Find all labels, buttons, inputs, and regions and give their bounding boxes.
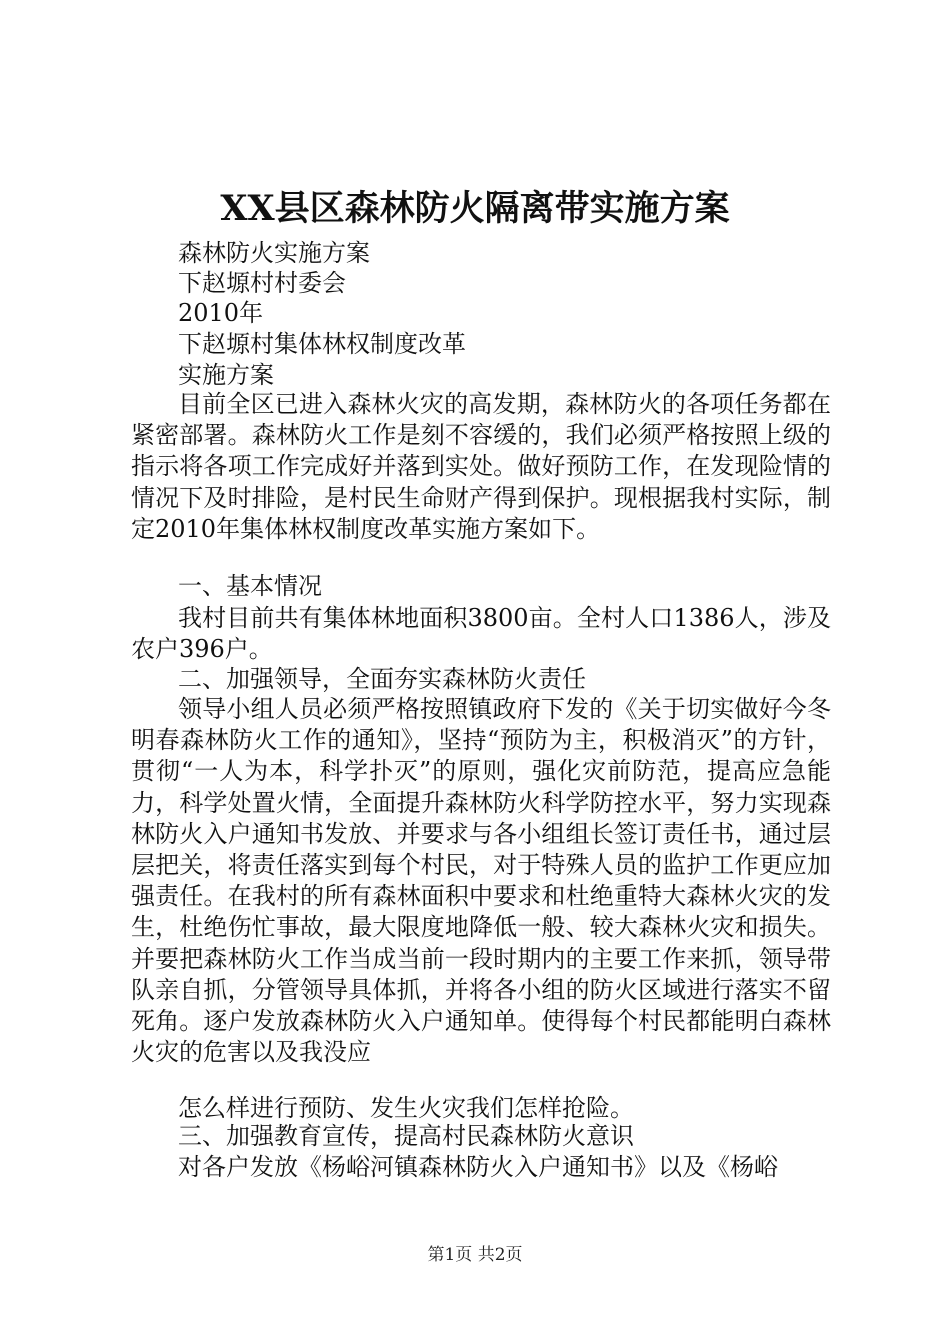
section-heading-leadership: 二、加强领导，全面夯实森林防火责任 <box>178 665 586 693</box>
section3-paragraph: 对各户发放《杨峪河镇森林防火入户通知书》以及《杨峪 <box>178 1153 778 1181</box>
header-line-year: 2010年 <box>178 299 264 327</box>
page-footer: 第1页 共2页 <box>427 1245 523 1265</box>
header-line-committee: 下赵塬村村委会 <box>178 269 346 297</box>
section2-paragraph: 领导小组人员必须严格按照镇政府下发的《关于切实做好今冬明春森林防火工作的通知》，坚持“预防为主，积极消灭”的方针，贯彻“一人为本，科学扑灭”的原则，强化灾前防范，提高应急能力，科学处置火情，全面提升森林防火科学防控水平，努力实现森林防火入户通知书发放、并要求与各小组组长签订责任书，通过层层把关，将责任落实到每个村民，对于特殊人员的监护工作更应加强责任。在我村的所有森林面积中要求和杜绝重特大森林火灾的发生，杜绝伤忙事故，最大限度地降低一般、较大森林火灾和损失。并要把森林防火工作当成当前一段时期内的主要工作来抓，领导带队亲自抓，分管领导具体抓，并将各小组的防火区域进行落实不留死角。逐户发放森林防火入户通知单。使得每个村民都能明白森林火灾的危害以及我没应 <box>131 695 831 1067</box>
section-heading-basic-situation: 一、基本情况 <box>178 572 322 600</box>
document-title: XX县区森林防火隔离带实施方案 <box>220 188 730 229</box>
header-line-reform: 下赵塬村集体林权制度改革 <box>178 330 466 358</box>
section-heading-education: 三、加强教育宣传，提高村民森林防火意识 <box>178 1122 634 1150</box>
intro-paragraph: 目前全区已进入森林火灾的高发期，森林防火的各项任务都在紧密部署。森林防火工作是刻不容缓的，我们必须严格按照上级的指示将各项工作完成好并落到实处。做好预防工作，在发现险情的情况下及时排险，是村民生命财产得到保护。现根据我村实际，制定2010年集体林权制度改革实施方案如下。 <box>131 390 831 543</box>
section1-paragraph: 我村目前共有集体林地面积3800亩。全村人口1386人，涉及农户396户。 <box>131 604 831 664</box>
header-line-plan-name: 森林防火实施方案 <box>178 239 370 267</box>
section2-continuation: 怎么样进行预防、发生火灾我们怎样抢险。 <box>178 1094 634 1122</box>
header-line-plan: 实施方案 <box>178 361 274 389</box>
